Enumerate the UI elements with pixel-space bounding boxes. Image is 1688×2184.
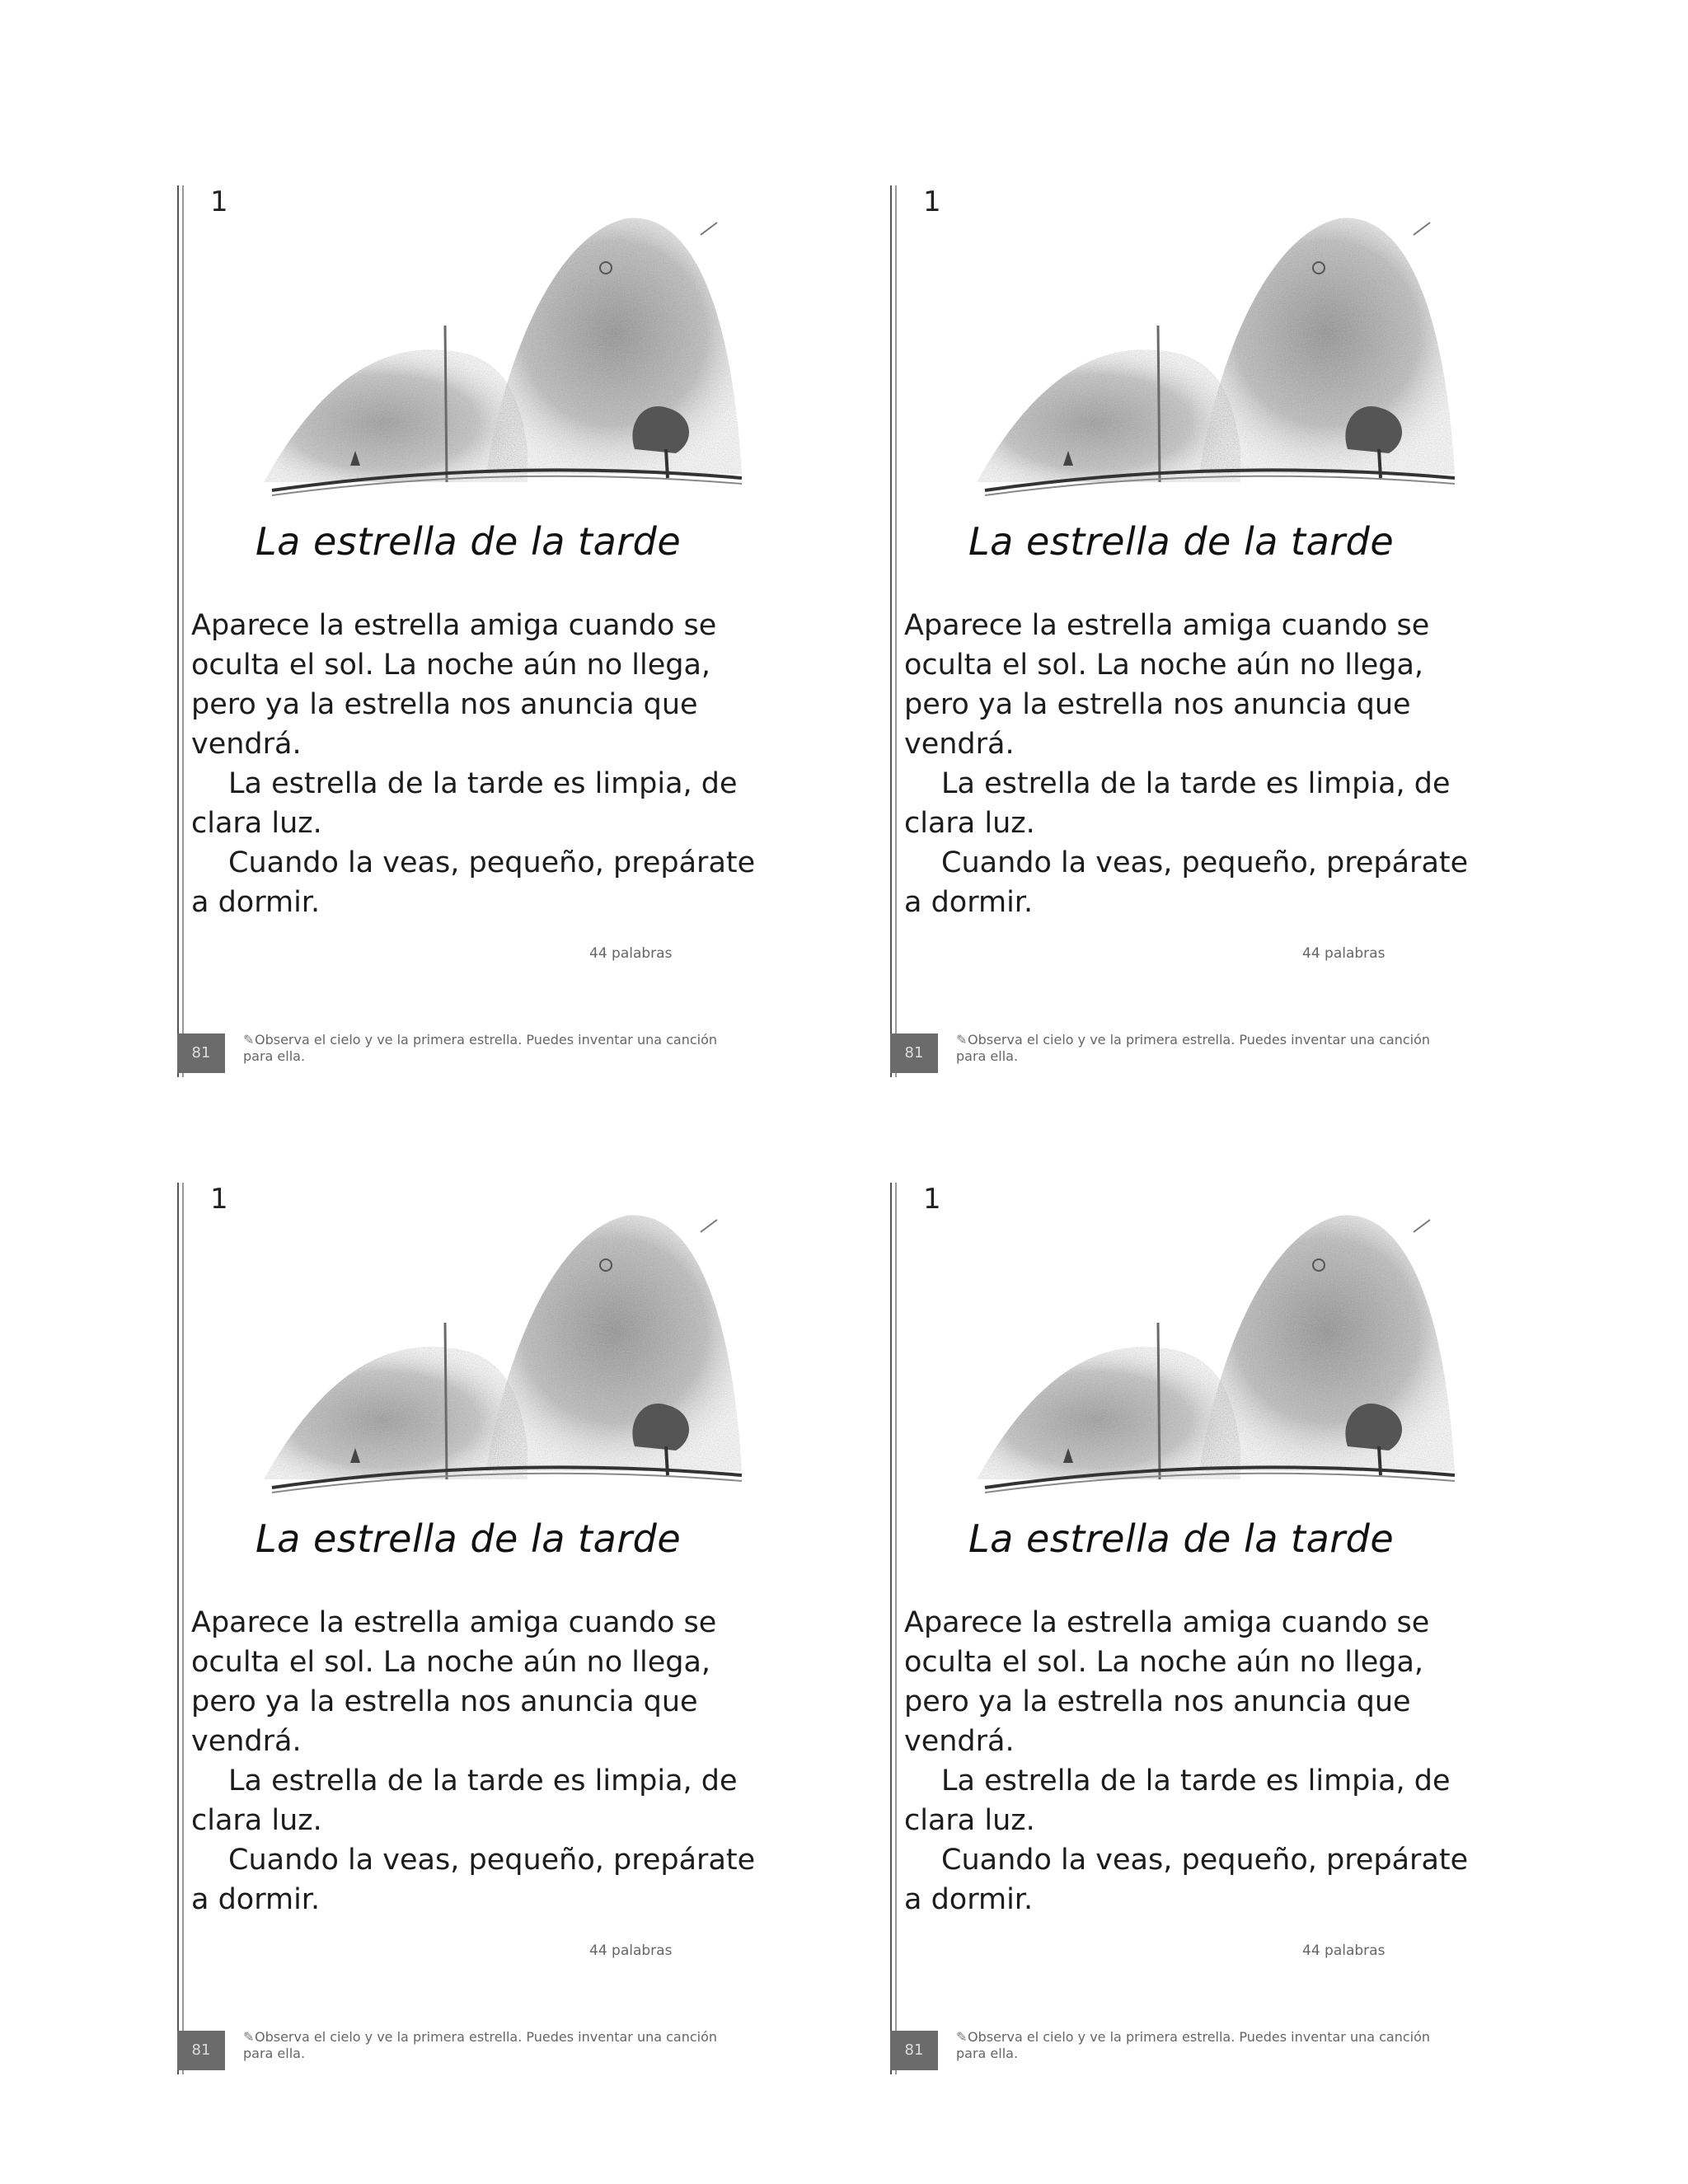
- activity-text: Observa el cielo y ve la primera estrella. Puedes inventar una canción para ella.: [956, 2029, 1431, 2061]
- paragraph: Cuando la veas, pequeño, prepárate a dormir.: [904, 1844, 1469, 1916]
- activity-text: Observa el cielo y ve la primera estrella. Puedes inventar una canción para ella.: [956, 1032, 1431, 1064]
- worksheet-page: [890, 1183, 1484, 2074]
- binding-rule: [177, 185, 184, 1077]
- pencil-icon: ✎: [243, 2029, 255, 2045]
- activity-note: [956, 2029, 1451, 2062]
- paragraph: Cuando la veas, pequeño, prepárate a dormir.: [191, 846, 756, 919]
- word-count: 44 palabras: [589, 1943, 673, 1959]
- paragraph: Cuando la veas, pequeño, prepárate a dormir.: [904, 846, 1469, 919]
- evening-star-illustration: [256, 202, 750, 511]
- page-number: 81: [890, 2031, 938, 2070]
- page-title: La estrella de la tarde: [968, 1516, 1395, 1561]
- evening-star-illustration: [256, 1199, 750, 1508]
- binding-rule: [890, 185, 897, 1077]
- word-count: 44 palabras: [589, 945, 673, 962]
- worksheet-page: [177, 185, 771, 1077]
- story-text: [191, 606, 768, 922]
- evening-star-illustration: [968, 1199, 1463, 1508]
- page-number: 81: [177, 2031, 225, 2070]
- pencil-icon: ✎: [243, 1032, 255, 1047]
- paragraph: Aparece la estrella amiga cuando se oculta el sol. La noche aún no llega, pero ya la estrella nos anuncia que vendrá.: [904, 1606, 1430, 1758]
- activity-note: [243, 1032, 738, 1065]
- activity-note: [956, 1032, 1451, 1065]
- page-title: La estrella de la tarde: [256, 519, 682, 564]
- evening-star-illustration: [968, 202, 1463, 511]
- paragraph: La estrella de la tarde es limpia, de clara luz.: [904, 1765, 1451, 1837]
- pencil-icon: ✎: [956, 1032, 968, 1047]
- activity-text: Observa el cielo y ve la primera estrella. Puedes inventar una canción para ella.: [243, 2029, 718, 2061]
- page-footer: [890, 1030, 1484, 1076]
- lesson-number: 1: [923, 185, 941, 218]
- story-text: [904, 1603, 1481, 1919]
- page-footer: [177, 1030, 771, 1076]
- page-title: La estrella de la tarde: [968, 519, 1395, 564]
- word-count: 44 palabras: [1302, 945, 1386, 962]
- page-footer: [890, 2027, 1484, 2073]
- story-text: [904, 606, 1481, 922]
- paragraph: La estrella de la tarde es limpia, de clara luz.: [904, 767, 1451, 840]
- pencil-icon: ✎: [956, 2029, 968, 2045]
- paragraph: Aparece la estrella amiga cuando se oculta el sol. La noche aún no llega, pero ya la estrella nos anuncia que vendrá.: [191, 609, 717, 761]
- story-text: [191, 1603, 768, 1919]
- lesson-number: 1: [210, 1183, 228, 1216]
- activity-note: [243, 2029, 738, 2062]
- page-footer: [177, 2027, 771, 2073]
- paragraph: Aparece la estrella amiga cuando se oculta el sol. La noche aún no llega, pero ya la estrella nos anuncia que vendrá.: [191, 1606, 717, 1758]
- page-title: La estrella de la tarde: [256, 1516, 682, 1561]
- activity-text: Observa el cielo y ve la primera estrella. Puedes inventar una canción para ella.: [243, 1032, 718, 1064]
- paragraph: La estrella de la tarde es limpia, de clara luz.: [191, 767, 738, 840]
- binding-rule: [890, 1183, 897, 2074]
- worksheet-page: [177, 1183, 771, 2074]
- page-number: 81: [890, 1033, 938, 1073]
- paragraph: Aparece la estrella amiga cuando se oculta el sol. La noche aún no llega, pero ya la estrella nos anuncia que vendrá.: [904, 609, 1430, 761]
- lesson-number: 1: [210, 185, 228, 218]
- binding-rule: [177, 1183, 184, 2074]
- page-number: 81: [177, 1033, 225, 1073]
- paragraph: La estrella de la tarde es limpia, de clara luz.: [191, 1765, 738, 1837]
- worksheet-page: [890, 185, 1484, 1077]
- lesson-number: 1: [923, 1183, 941, 1216]
- word-count: 44 palabras: [1302, 1943, 1386, 1959]
- paragraph: Cuando la veas, pequeño, prepárate a dormir.: [191, 1844, 756, 1916]
